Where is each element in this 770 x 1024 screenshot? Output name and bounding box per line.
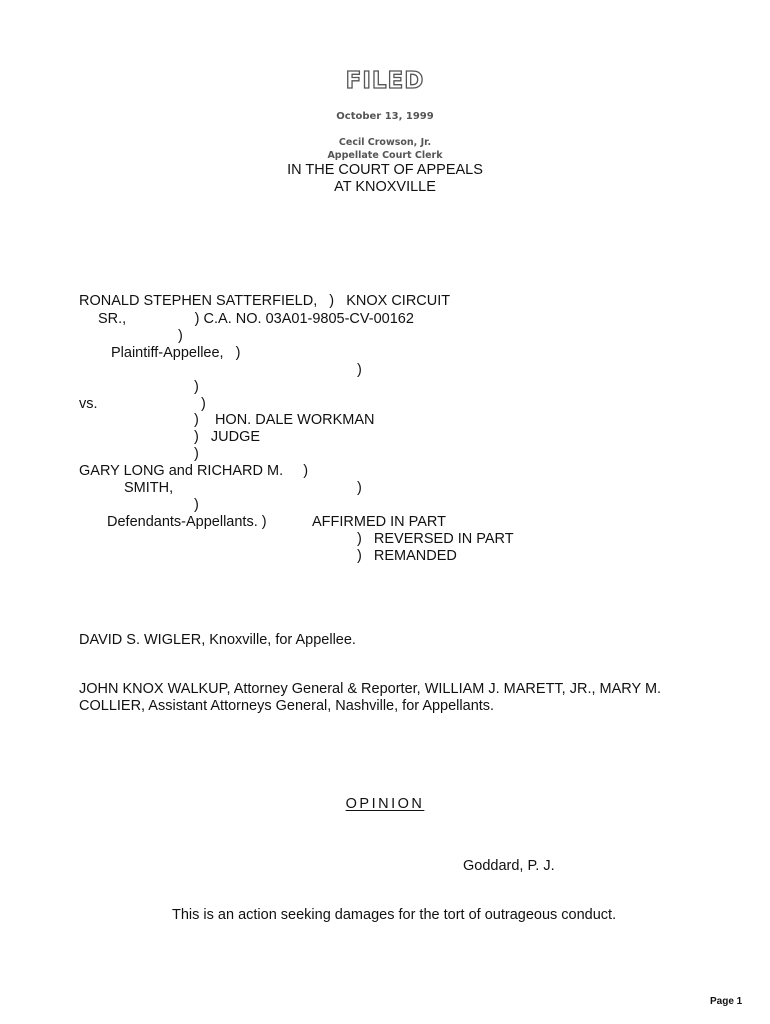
caption-judge-title: ) JUDGE xyxy=(194,429,261,445)
caption-paren: ) xyxy=(201,396,206,412)
caption-paren: ) xyxy=(194,497,199,513)
court-location: AT KNOXVILLE xyxy=(334,179,436,195)
disposition-affirmed: AFFIRMED IN PART xyxy=(312,514,446,530)
counsel-appellee: DAVID S. WIGLER, Knoxville, for Appellee. xyxy=(79,632,356,648)
caption-paren: ) xyxy=(194,379,199,395)
opinion-author: Goddard, P. J. xyxy=(463,858,555,874)
counsel-appellants: JOHN KNOX WALKUP, Attorney General & Reporter, WILLIAM J. MARETT, JR., MARY M. COLLIER, Assistant Attorneys General, Nashville, for Appellants. xyxy=(79,681,662,714)
caption-paren: ) xyxy=(357,480,362,496)
caption-paren: ) xyxy=(194,446,199,462)
caption-defendant-names: GARY LONG and RICHARD M. ) xyxy=(79,463,309,479)
caption-versus: vs. xyxy=(79,396,98,412)
disposition-remanded: ) REMANDED xyxy=(357,548,457,564)
opinion-heading xyxy=(0,795,770,813)
clerk-title: Appellate Court Clerk xyxy=(327,150,443,161)
opinion-first-paragraph: This is an action seeking damages for the tort of outrageous conduct. xyxy=(172,907,617,923)
caption-defendant-role: Defendants-Appellants. ) xyxy=(107,514,267,530)
caption-defendant-names-cont: SMITH, xyxy=(124,480,174,496)
caption-plaintiff-name: RONALD STEPHEN SATTERFIELD, ) KNOX CIRCUIT xyxy=(79,293,451,309)
filed-date: October 13, 1999 xyxy=(336,111,434,122)
disposition-reversed: ) REVERSED IN PART xyxy=(357,531,514,547)
filed-stamp: FILED xyxy=(345,68,425,94)
caption-trial-judge: ) HON. DALE WORKMAN xyxy=(194,412,375,428)
caption-case-number: SR., ) C.A. NO. 03A01-9805-CV-00162 xyxy=(98,311,414,327)
court-name: IN THE COURT OF APPEALS xyxy=(287,162,483,178)
page-number: Page 1 xyxy=(710,996,743,1007)
caption-paren: ) xyxy=(178,328,183,344)
clerk-name: Cecil Crowson, Jr. xyxy=(338,137,432,148)
opinion-title: OPINION xyxy=(345,796,425,812)
caption-plaintiff-role: Plaintiff-Appellee, ) xyxy=(111,345,241,361)
caption-paren: ) xyxy=(357,362,362,378)
